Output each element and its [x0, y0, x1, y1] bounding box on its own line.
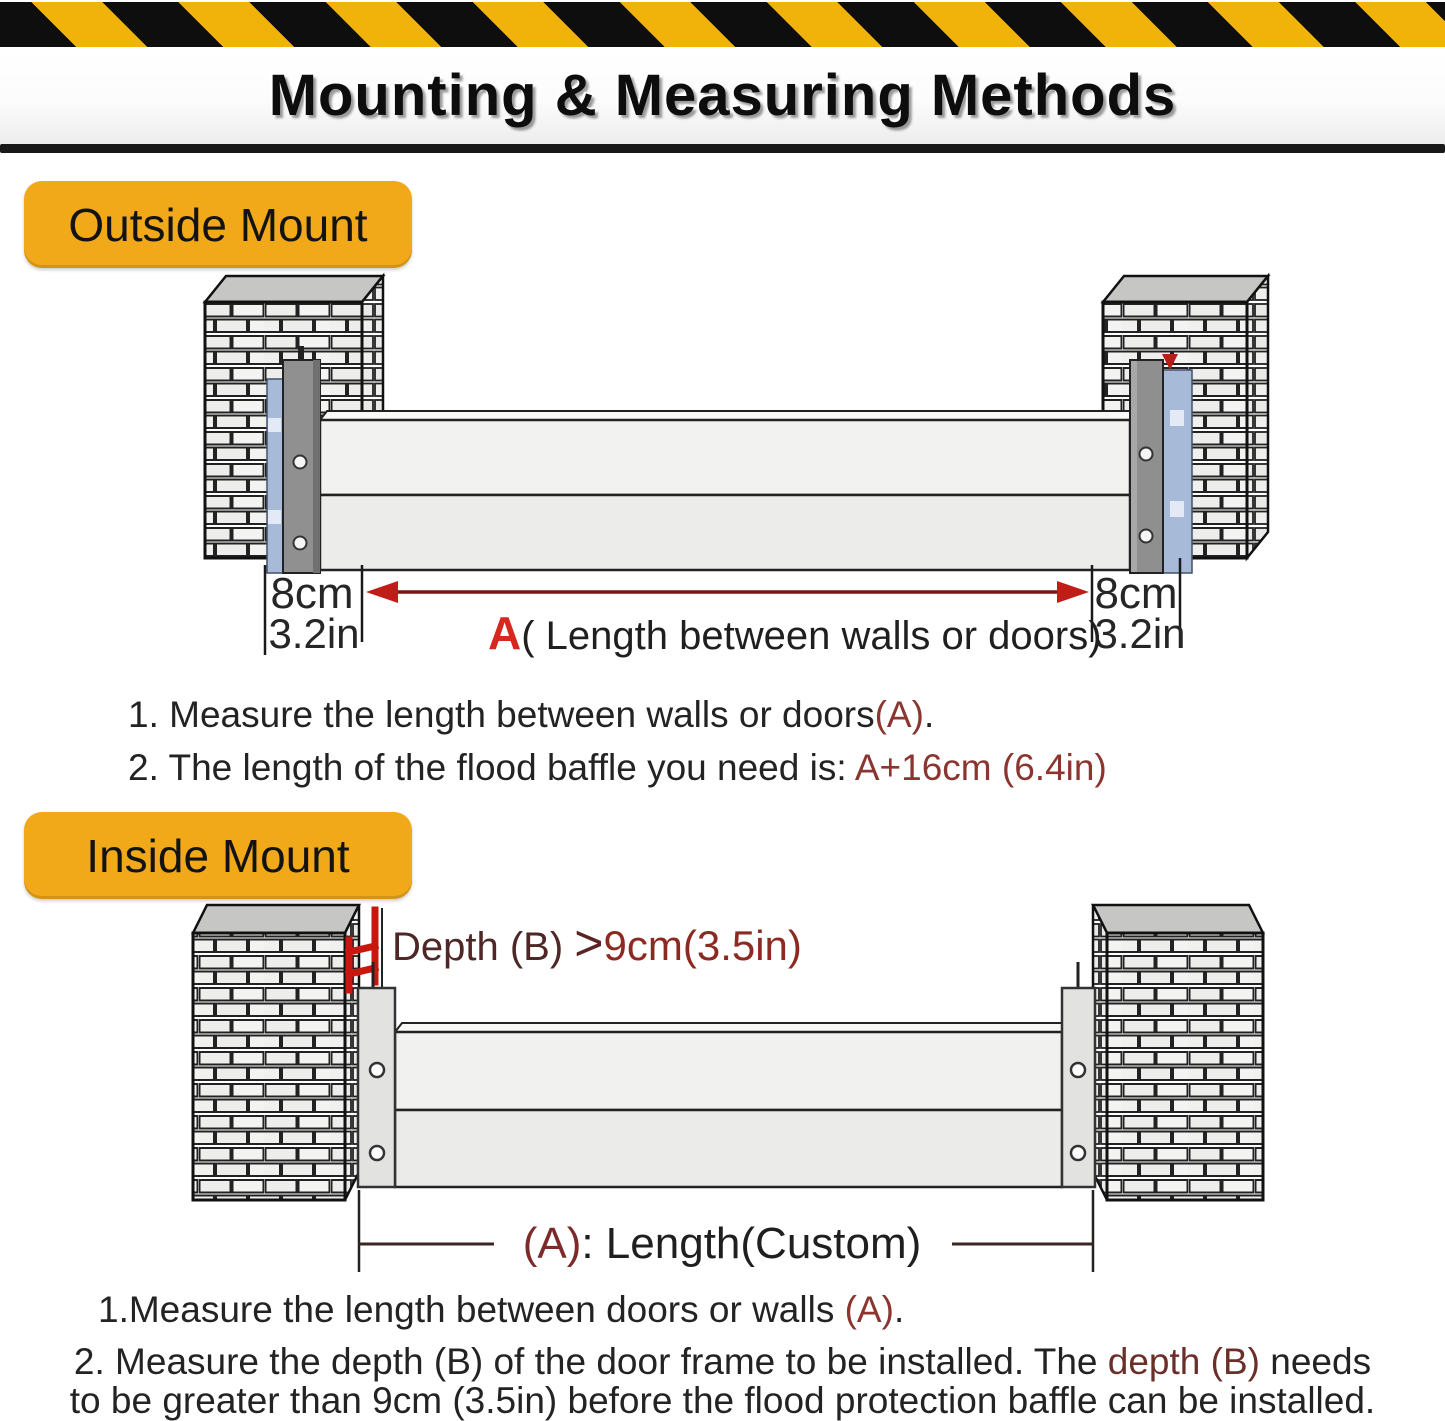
inside-step-1: 1.Measure the length between doors or walls (A). [98, 1289, 905, 1330]
inside-mount-diagram [0, 890, 1445, 1280]
outside-step-1: 1. Measure the length between walls or doors(A). [128, 694, 935, 735]
length-a-letter: A [488, 607, 522, 659]
length-arrow [366, 581, 1089, 603]
outside-mount-badge [24, 181, 412, 268]
right-pillar [1093, 905, 1263, 1200]
outside-step-2: 2. The length of the flood baffle you need is: A+16cm (6.4in) [128, 747, 1107, 788]
dim-left-cm: 8cm [270, 569, 354, 618]
mounting-plate-right [1062, 962, 1095, 1187]
inside-mount-badge-label: Inside Mount [86, 829, 350, 882]
left-pillar [193, 905, 359, 1200]
depth-label: Depth (B) >9cm(3.5in) [392, 915, 802, 971]
seal-strip-left [267, 379, 283, 573]
dim-right-cm: 8cm [1094, 569, 1178, 618]
page-title: Mounting & Measuring Methods [268, 63, 1177, 128]
inside-step-2 [0, 1342, 1445, 1420]
custom-length-label: (A): Length(Custom) [522, 1219, 922, 1268]
inside-step-2-line-1: 2. Measure the depth (B) of the door frame to be installed. The depth (B) needs [73, 1341, 1372, 1382]
inside-mount-badge [24, 812, 412, 899]
dim-left-in: 3.2in [268, 610, 360, 657]
outside-mount-diagram [0, 270, 1445, 680]
inside-step-2-line-2: to be greater than 9cm (3.5in) before the flood protection baffle can be installed. [69, 1380, 1376, 1421]
mounting-bracket-left [283, 346, 320, 573]
dim-right-in: 3.2in [1094, 610, 1186, 657]
mounting-plate-left [358, 962, 395, 1187]
outside-mount-badge-label: Outside Mount [68, 198, 368, 251]
flood-barrier [395, 1023, 1069, 1187]
flood-barrier [320, 411, 1137, 570]
seal-strip-right [1163, 370, 1192, 573]
caution-tape-stripe [0, 2, 1445, 47]
length-a-label: A( Length between walls or doors) [488, 607, 1102, 659]
title-divider [0, 144, 1445, 153]
title-band [0, 47, 1445, 144]
